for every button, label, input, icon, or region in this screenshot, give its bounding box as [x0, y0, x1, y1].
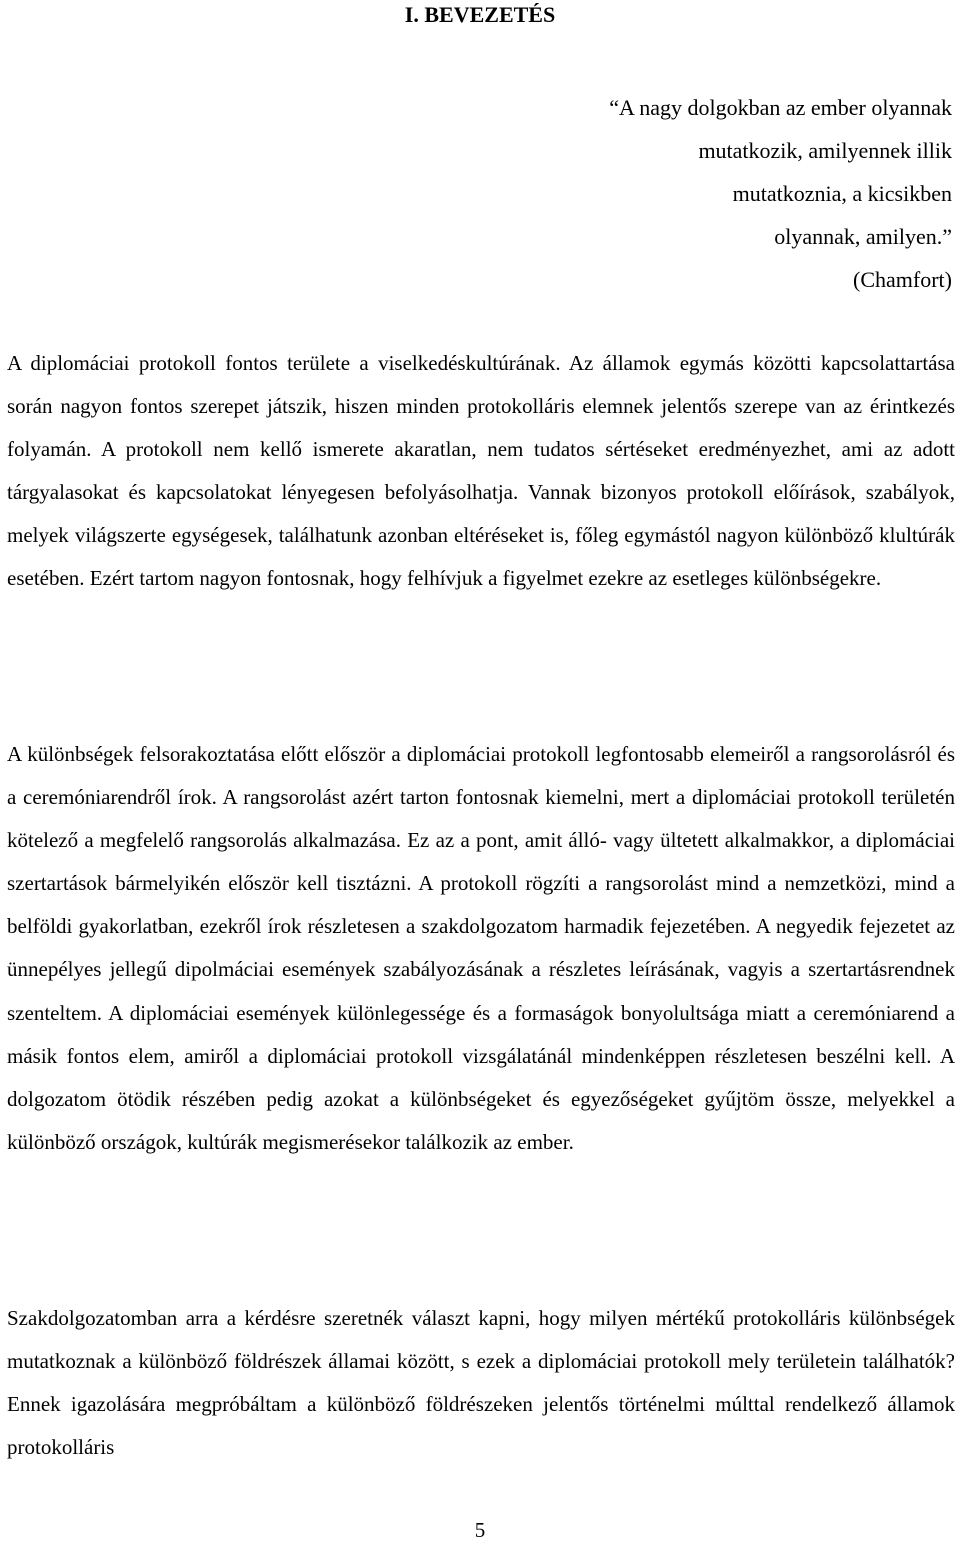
- epigraph-line: olyannak, amilyen.”: [774, 224, 952, 249]
- epigraph-attribution: (Chamfort): [853, 267, 952, 292]
- body-paragraph-1: A diplomáciai protokoll fontos területe a viselkedéskultúrának. Az államok egymás közötti kapcsolattartása során nagyon fontos szerepet játszik, hiszen minden protokolláris elemnek jelentős szerepe van az érintkezés folyamán. A protokoll nem kellő ismerete akaratlan, nem tudatos sértéseket eredményezhet, ami az adott tárgyalasokat és kapcsolatokat lényegesen befolyásolhatja. Vannak bizonyos protokoll előírások, szabályok, melyek világszerte egységesek, találhatunk azonban eltéréseket is, főleg egymástól nagyon különböző klultúrák esetében. Ezért tartom nagyon fontosnak, hogy felhívjuk a figyelmet ezekre az esetleges különbségekre.: [7, 351, 955, 591]
- body-paragraph-2: A különbségek felsorakoztatása előtt először a diplomáciai protokoll legfontosabb elemeiről a rangsorolásról és a ceremóniarendről írok. A rangsorolást azért tarton fontosnak kiemelni, mert a diplomáciai protokoll területén kötelező a megfelelő rangsorolás alkalmazása. Ez az a pont, amit álló- vagy ültetett alkalmakkor, a diplomáciai szertartások bármelyikén először kell tisztázni. A protokoll rögzíti a rangsorolást mind a nemzetközi, mind a belföldi gyakorlatban, ezekről írok részletesen a szakdolgozatom harmadik fejezetében. A negyedik fejezetet az ünnepélyes jellegű dipolmáciai események szabályozásának a részletes leírásának, vagyis a szertartásrendnek szenteltem. A diplomáciai események különlegessége és a formaságok bonyolultsága miatt a ceremóniarend a másik fontos elem, amiről a diplomáciai protokoll vizsgálatánál mindenképpen részletesen beszélni kell. A dolgozatom ötödik részében pedig azokat a különbségeket és egyezőségeket gyűjtöm össze, melyekkel a különböző országok, kultúrák megismerésekor találkozik az ember.: [7, 742, 955, 1154]
- epigraph-quote: [532, 86, 952, 301]
- chapter-heading: I. BEVEZETÉS: [404, 2, 556, 27]
- body-paragraph-3: Szakdolgozatomban arra a kérdésre szeretnék választ kapni, hogy milyen mértékű protokolláris különbségek mutatkoznak a különböző földrészek államai között, s ezek a diplomáciai protokoll mely területein találhatók? Ennek igazolására megpróbáltam a különböző földrészeken jelentős történelmi múlttal rendelkező államok protokolláris: [7, 1306, 955, 1460]
- page-number: 5: [474, 1518, 486, 1542]
- epigraph-line: mutatkoznia, a kicsikben: [732, 181, 952, 206]
- epigraph-line: mutatkozik, amilyennek illik: [698, 138, 952, 163]
- epigraph-line: “A nagy dolgokban az ember olyannak: [609, 95, 952, 120]
